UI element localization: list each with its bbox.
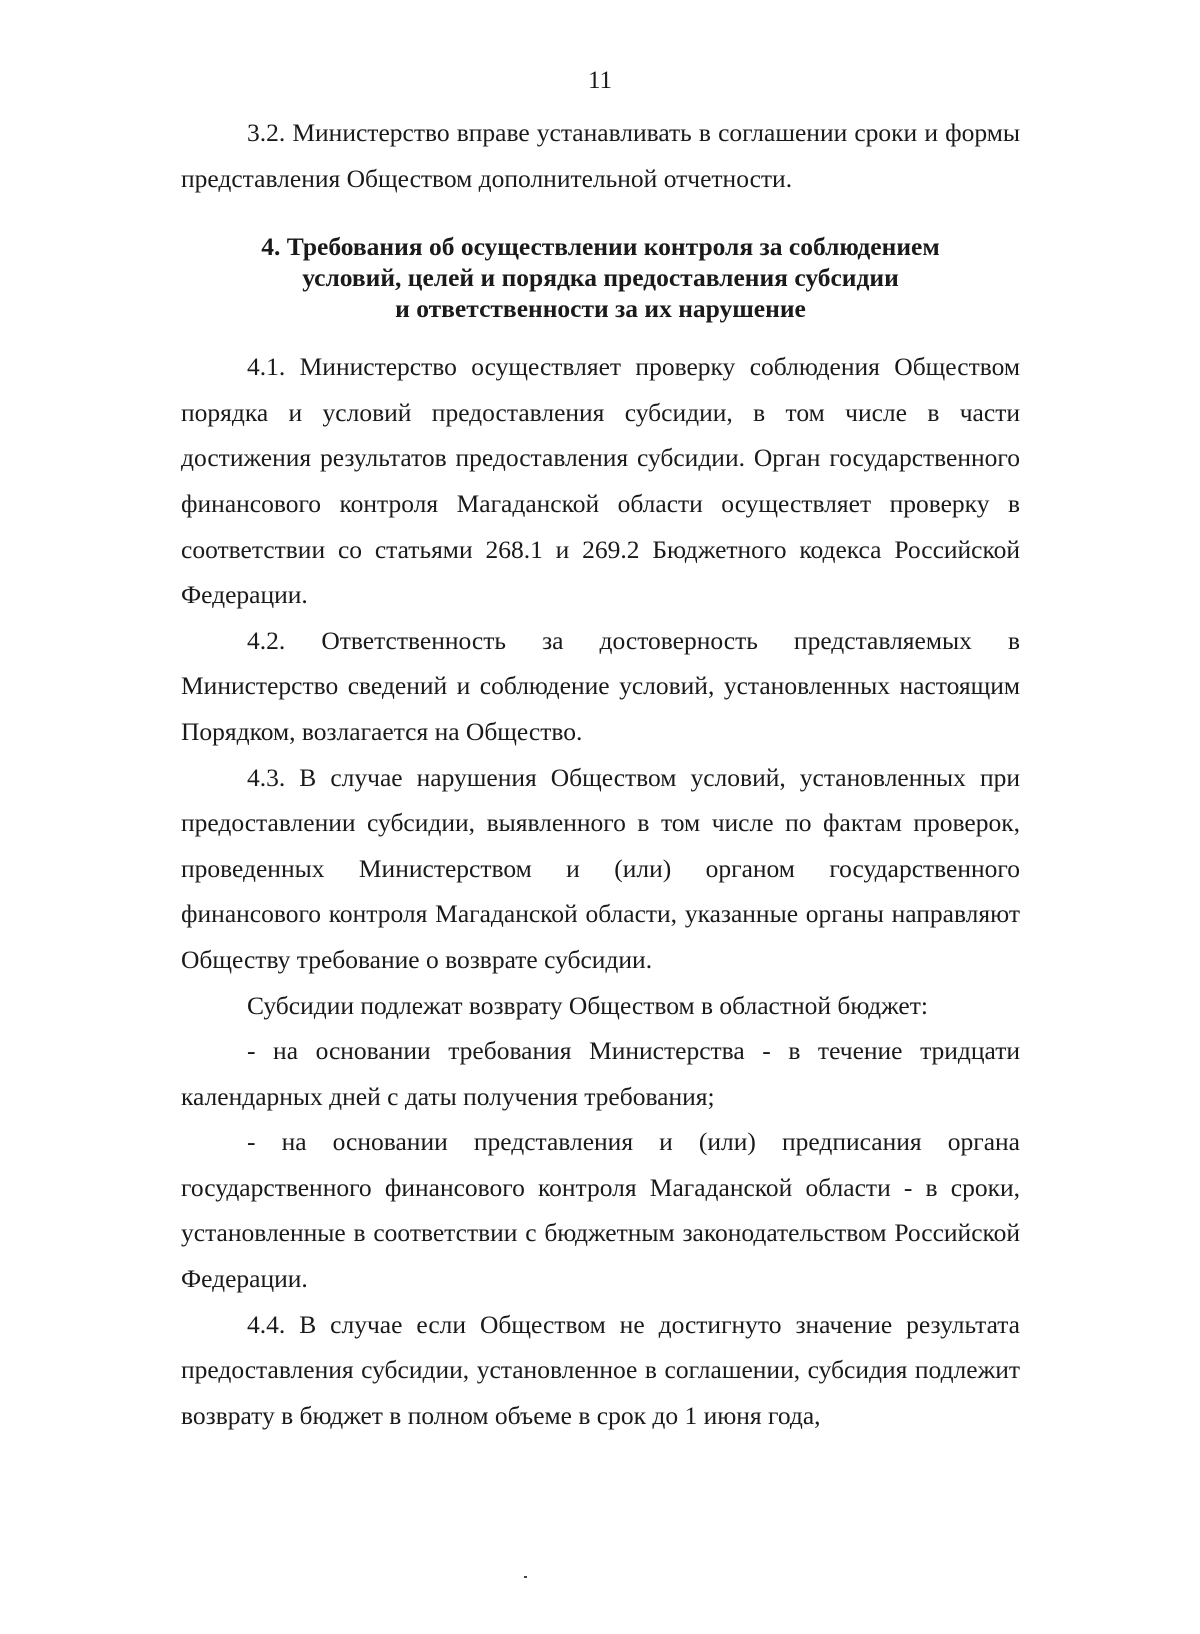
paragraph-4-4: 4.4. В случае если Обществом не достигнуто значение результата предоставления субсидии, установленное в соглашении, субсидия подлежит возврату в бюджет в полном объеме в срок до 1 июня года, bbox=[181, 1309, 1020, 1430]
page-number: 11 bbox=[587, 67, 613, 94]
document-body bbox=[181, 110, 1020, 1438]
scan-artifact bbox=[524, 1576, 527, 1578]
paragraph-return-intro: Субсидии подлежат возврату Обществом в областной бюджет: bbox=[247, 990, 928, 1020]
paragraph-4-2: 4.2. Ответственность за достоверность представляемых в Министерство сведений и соблюдение условий, установленных настоящим Порядком, возлагается на Общество. bbox=[181, 625, 1020, 746]
paragraph-return-item-1: - на основании требования Министерства - в течение тридцати календарных дней с даты получения требования; bbox=[181, 1036, 1020, 1111]
paragraph-3-2: 3.2. Министерство вправе устанавливать в соглашении сроки и формы представления Обществом дополнительной отчетности. bbox=[181, 118, 1020, 193]
section-4-heading bbox=[181, 231, 1020, 324]
paragraph-return-item-2: - на основании представления и (или) предписания органа государственного финансового контроля Магаданской области - в сроки, установленные в соответствии с бюджетным законодательством Российской Федерации. bbox=[181, 1127, 1020, 1294]
section-4-heading-line-3: и ответственности за их нарушение bbox=[395, 294, 806, 324]
section-4-heading-line-2: условий, целей и порядка предоставления субсидии bbox=[302, 263, 899, 293]
paragraph-4-1: 4.1. Министерство осуществляет проверку соблюдения Обществом порядка и условий предоставления субсидии, в том числе в части достижения результатов предоставления субсидии. Орган государственного финансового контроля Магаданской области осуществляет проверку в соответствии со статьями 268.1 и 269.2 Бюджетного кодекса Российской Федерации. bbox=[181, 352, 1020, 610]
paragraph-4-3: 4.3. В случае нарушения Обществом условий, установленных при предоставлении субсидии, выявленного в том числе по фактам проверок, проведенных Министерством и (или) органом государственного финансового контроля Магаданской области, указанные органы направляют Обществу требование о возврате субсидии. bbox=[181, 762, 1020, 974]
section-4-heading-line-1: 4. Требования об осуществлении контроля за соблюдением bbox=[261, 232, 940, 262]
